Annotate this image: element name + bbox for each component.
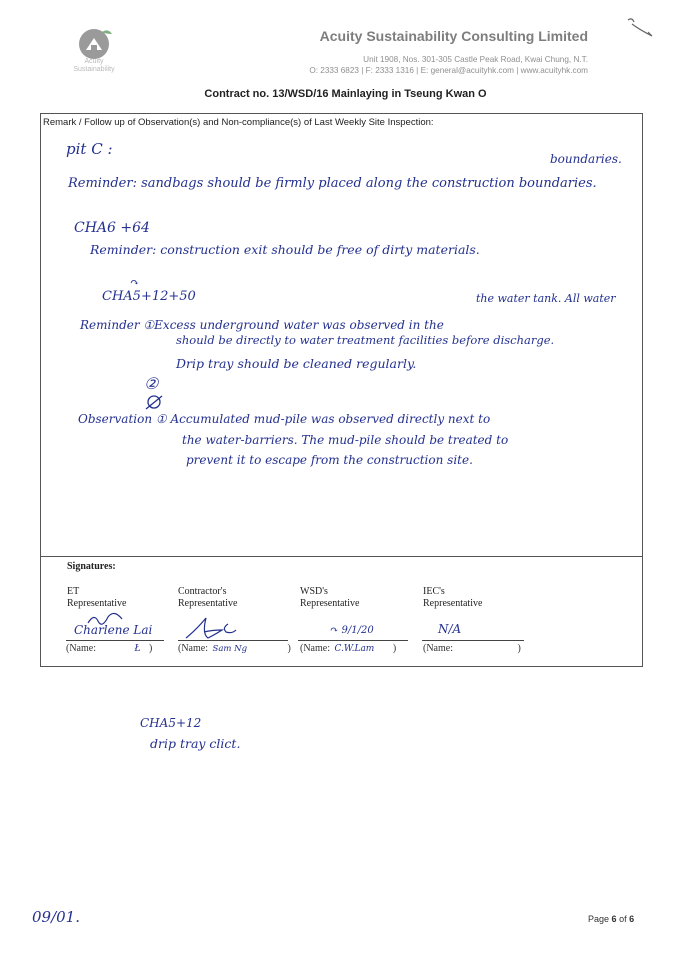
remarks-label: Remark / Follow up of Observation(s) and Non-compliance(s) of Last Weekly Site Inspection: bbox=[43, 117, 434, 128]
contact-line: O: 2333 6823 | F: 2333 1316 | E: general@acuityhk.com | www.acuityhk.com bbox=[309, 66, 588, 75]
contractor-signature bbox=[182, 610, 252, 644]
page-current: 6 bbox=[611, 914, 617, 924]
hw-pit-c: pit C : bbox=[66, 140, 113, 158]
wsd-signature-line bbox=[298, 640, 408, 641]
hw-bottom-cha5: CHA5+12 bbox=[140, 716, 202, 730]
hw-drip-tray: Drip tray should be cleaned regularly. bbox=[176, 356, 417, 371]
et-name-label: (Name: bbox=[66, 643, 96, 654]
page-prefix: Page bbox=[588, 914, 610, 924]
iec-representative: Representative bbox=[423, 598, 483, 609]
wsd-representative: Representative bbox=[300, 598, 360, 609]
hw-cha5: CHA5+12+50 bbox=[102, 289, 196, 304]
et-representative: Representative bbox=[67, 598, 127, 609]
hw-bottom-drip-tray: drip tray clict. bbox=[150, 736, 241, 751]
wsd-signed-name: C.W.Lam bbox=[334, 644, 375, 654]
et-label: ET bbox=[67, 586, 80, 597]
company-address bbox=[200, 54, 588, 76]
wsd-signature-date: ↷ 9/1/20 bbox=[330, 625, 374, 636]
et-signed-name: Charlene Lai bbox=[74, 623, 153, 637]
contractor-representative: Representative bbox=[178, 598, 238, 609]
hw-observation-3: prevent it to escape from the construction site. bbox=[186, 453, 473, 467]
wsd-name-label: (Name: bbox=[300, 643, 330, 654]
hw-reminder-3b: should be directly to water treatment facilities before discharge. bbox=[176, 333, 555, 347]
iec-representative-label bbox=[423, 586, 482, 610]
iec-name-close: ) bbox=[517, 643, 521, 654]
page-number bbox=[588, 914, 634, 924]
contractor-signed-name: Sam Ng bbox=[212, 644, 248, 654]
wsd-label: WSD's bbox=[300, 586, 328, 597]
et-signature-line bbox=[66, 640, 164, 641]
logo-subtext: Sustainability bbox=[73, 66, 115, 73]
iec-name-label: (Name: bbox=[423, 643, 453, 654]
contractor-representative-label bbox=[178, 586, 237, 610]
wsd-name-close: ) bbox=[392, 643, 397, 654]
iec-value: N/A bbox=[438, 622, 462, 636]
iec-label: IEC's bbox=[423, 586, 445, 597]
contractor-signature-line bbox=[178, 640, 288, 641]
page-total: 6 bbox=[629, 914, 635, 924]
et-representative-label bbox=[67, 586, 126, 610]
hw-insert-arrow: ↷ bbox=[130, 276, 140, 289]
wsd-name-field bbox=[300, 643, 396, 654]
contractor-label: Contractor's bbox=[178, 586, 227, 597]
contractor-name-label: (Name: bbox=[178, 643, 208, 654]
contract-title: Contract no. 13/WSD/16 Mainlaying in Tseung Kwan O bbox=[204, 88, 487, 100]
company-name: Acuity Sustainability Consulting Limited bbox=[319, 28, 588, 44]
wsd-representative-label bbox=[300, 586, 359, 610]
hw-water-tank: the water tank. All water bbox=[476, 292, 616, 305]
hw-observation-2: the water-barriers. The mud-pile should be treated to bbox=[182, 433, 509, 447]
hw-crossed-out-mark bbox=[144, 393, 164, 411]
hw-date: 09/01. bbox=[32, 908, 80, 926]
page-of: of bbox=[619, 914, 627, 924]
hw-boundaries: boundaries. bbox=[550, 152, 622, 166]
iec-signature-line bbox=[422, 640, 524, 641]
contractor-name-field bbox=[178, 643, 291, 654]
contractor-name-close: ) bbox=[287, 643, 291, 654]
hw-reminder-1: Reminder: sandbags should be firmly placed along the construction boundaries. bbox=[68, 176, 597, 191]
logo-caption bbox=[56, 58, 132, 74]
hw-observation-1: Observation ① Accumulated mud-pile was observed directly next to bbox=[78, 412, 491, 426]
corner-pen-mark bbox=[624, 14, 660, 40]
hw-number-2: ② bbox=[144, 374, 159, 393]
logo-text: Acuity bbox=[84, 58, 104, 65]
iec-name-field bbox=[423, 643, 521, 654]
signatures-heading: Signatures: bbox=[67, 561, 116, 572]
address-line: Unit 1908, Nos. 301-305 Castle Peak Road, Kwai Chung, N.T. bbox=[363, 55, 588, 64]
hw-reminder-2: Reminder: construction exit should be free of dirty materials. bbox=[90, 242, 480, 257]
hw-reminder-3: Reminder ①Excess underground water was observed in the bbox=[80, 318, 444, 332]
et-name-close: ) bbox=[149, 643, 153, 654]
et-name-field: (Name: Ł ) bbox=[66, 643, 153, 654]
hw-cha6: CHA6 +64 bbox=[74, 220, 150, 236]
